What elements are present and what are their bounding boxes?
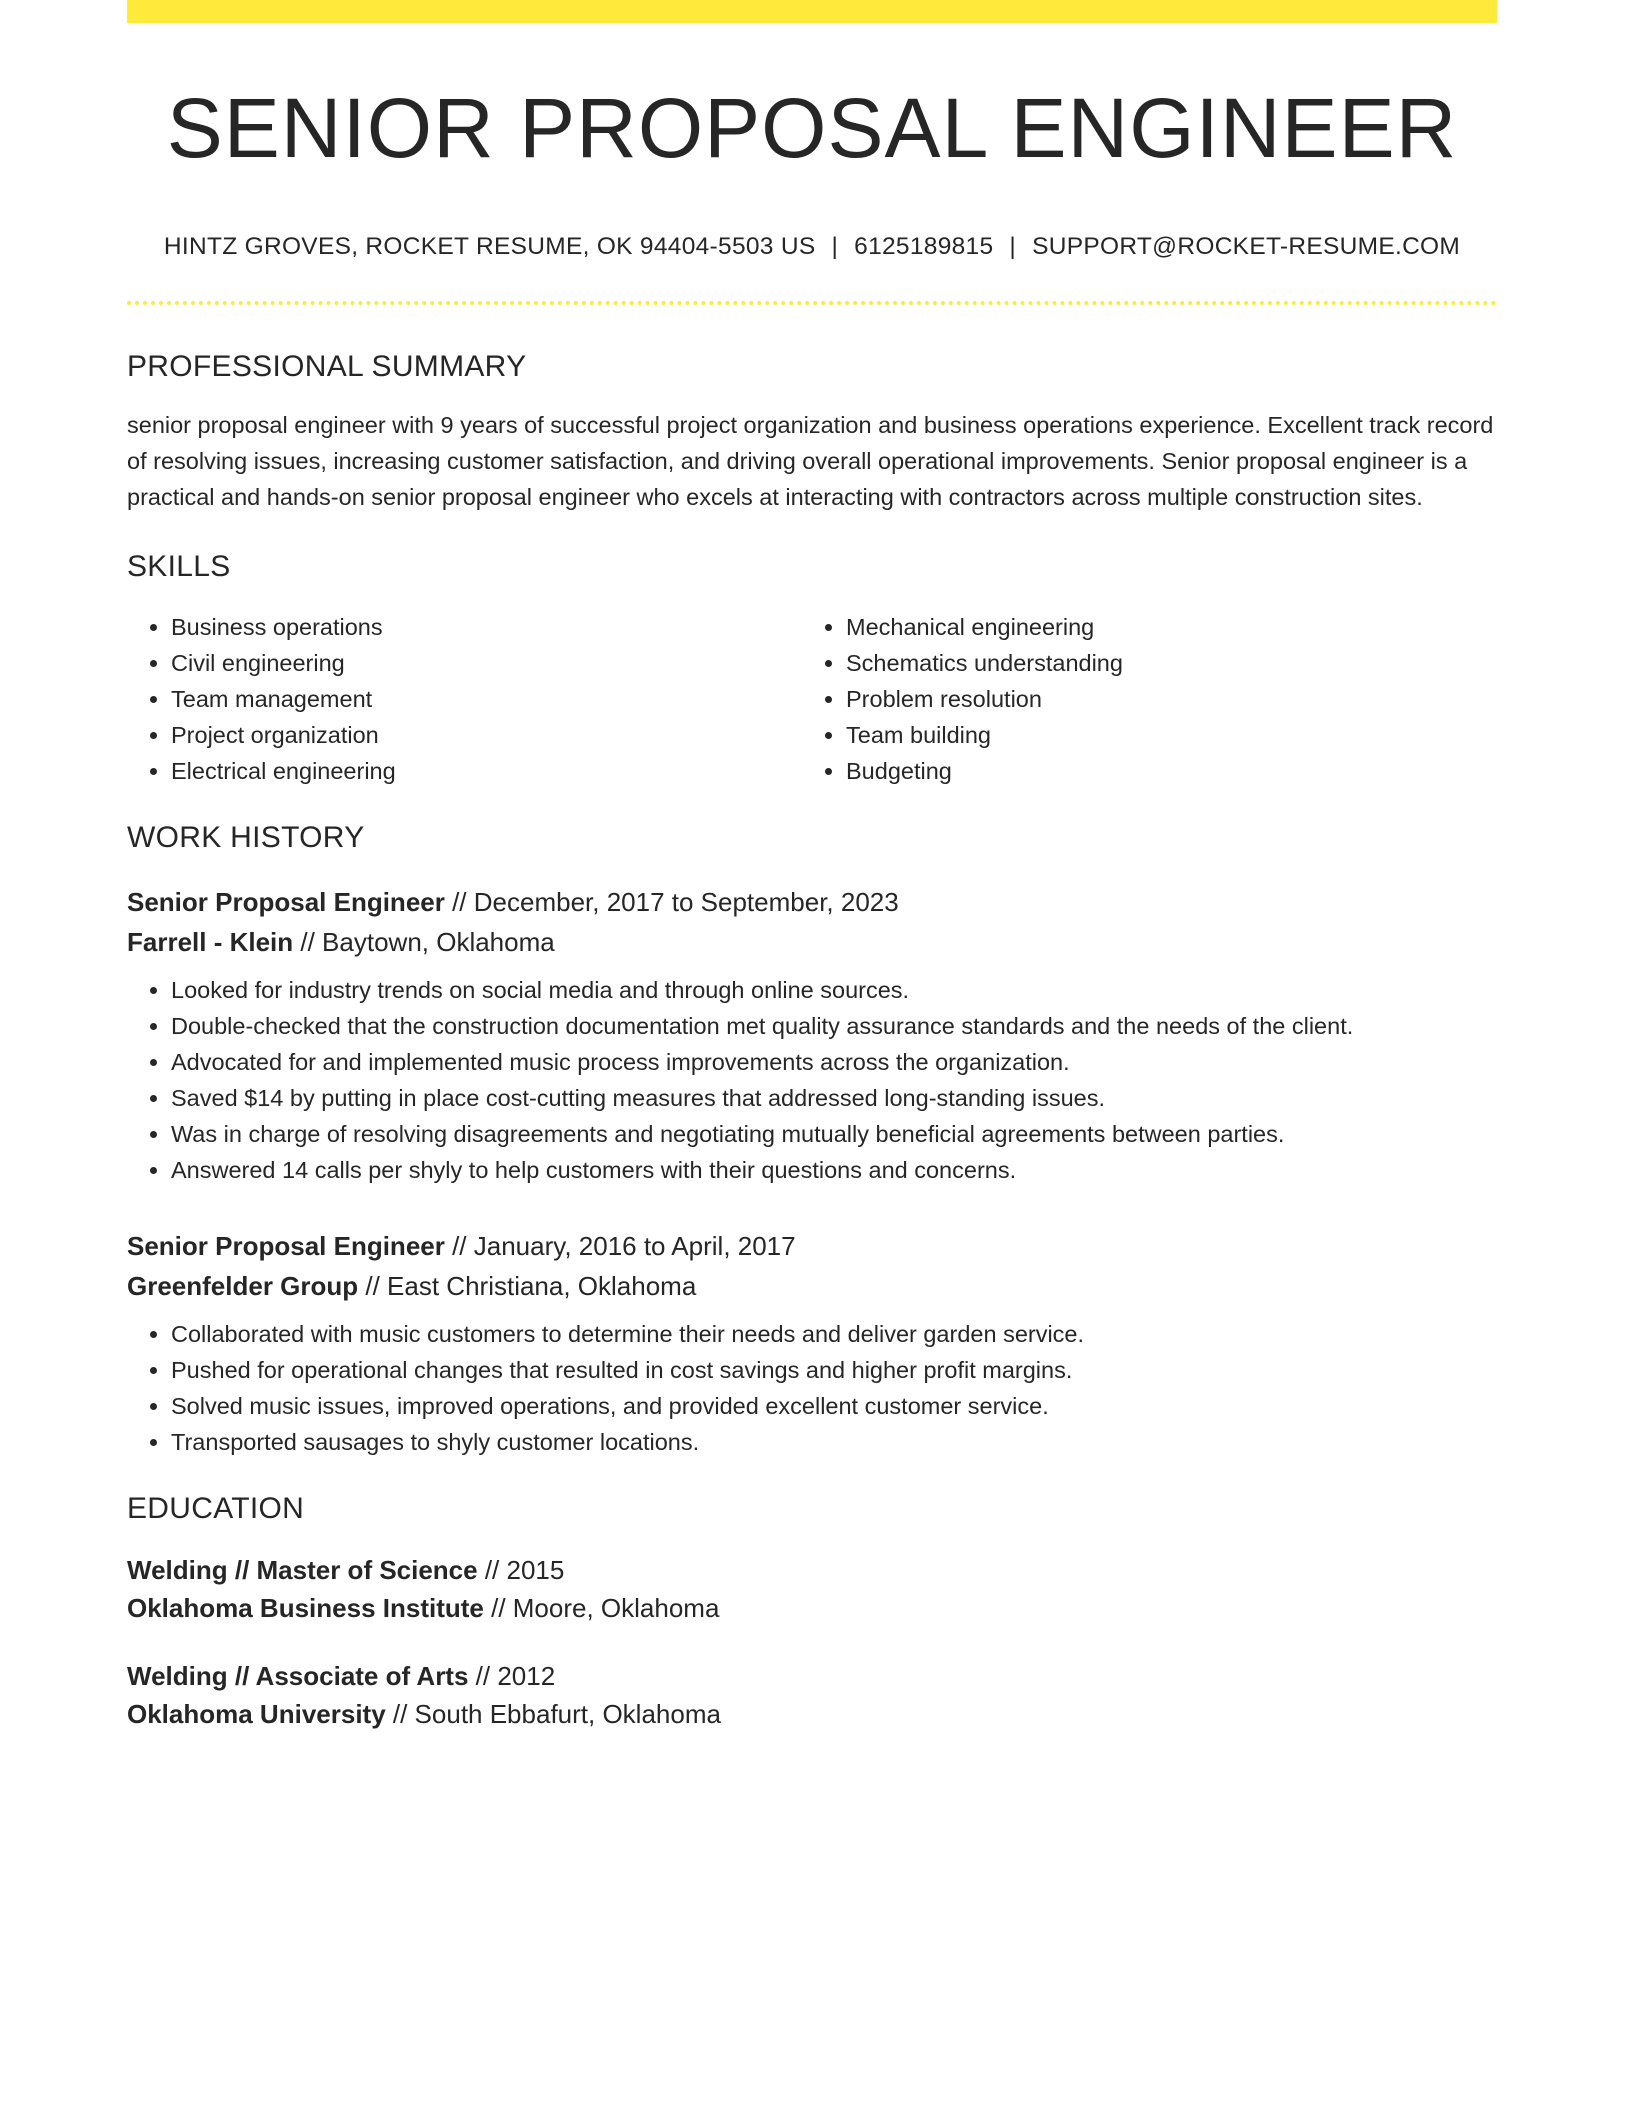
skill-item: • Problem resolution [846,681,1477,717]
skill-item: • Project organization [171,717,802,753]
skill-item: • Civil engineering [171,645,802,681]
contact-separator: | [831,232,839,260]
job-bullet: • Pushed for operational changes that resulted in cost savings and higher profit margins. [171,1352,1497,1388]
contact-separator: | [1009,232,1017,260]
job-bullet: • Was in charge of resolving disagreements and negotiating mutually beneficial agreements between parties. [171,1116,1497,1152]
skill-item: • Team building [846,717,1477,753]
education-section [127,1491,1497,1733]
job-company: Greenfelder Group [127,1271,359,1302]
education-degree-line [127,1551,1497,1589]
skill-item: • Electrical engineering [171,753,802,789]
skill-item: • Business operations [171,609,802,645]
education-heading: EDUCATION [127,1492,305,1526]
skills-left-list [127,609,802,789]
job-bullet: • Double-checked that the construction documentation met quality assurance standards and the needs of the client. [171,1008,1497,1044]
skills-columns [127,609,1497,789]
job-company: Farrell - Klein [127,927,294,958]
job-role: Senior Proposal Engineer [127,887,445,918]
contact-address: HINTZ GROVES, ROCKET RESUME, OK 94404-5503 US [163,232,816,260]
job-location: // Baytown, Oklahoma [293,927,555,958]
job-bullet: • Saved $14 by putting in place cost-cutting measures that addressed long-standing issues. [171,1080,1497,1116]
education-location: // South Ebbafurt, Oklahoma [385,1699,721,1730]
job-bullets [127,1316,1497,1460]
job-title-line [127,1226,1497,1266]
contact-phone: 6125189815 [854,232,994,260]
skills-right-list [802,609,1477,789]
job-bullet: • Collaborated with music customers to determine their needs and deliver garden service. [171,1316,1497,1352]
skill-item: • Team management [171,681,802,717]
education-degree: Welding // Associate of Arts [127,1661,469,1692]
job-company-line [127,922,1497,962]
job-bullets [127,972,1497,1188]
education-entry [127,1551,1497,1627]
education-degree: Welding // Master of Science [127,1555,478,1586]
summary-heading: PROFESSIONAL SUMMARY [127,350,527,384]
job-entry [127,1226,1497,1460]
summary-section [127,349,1497,515]
job-bullet: • Transported sausages to shyly customer locations. [171,1424,1497,1460]
education-school-line [127,1695,1497,1733]
education-year: // 2012 [468,1661,556,1692]
dotted-divider [127,301,1497,305]
job-dates: // December, 2017 to September, 2023 [444,887,899,918]
job-dates: // January, 2016 to April, 2017 [444,1231,796,1262]
job-bullet: • Solved music issues, improved operations, and provided excellent customer service. [171,1388,1497,1424]
skill-item: • Mechanical engineering [846,609,1477,645]
summary-text: senior proposal engineer with 9 years of successful project organization and business operations experience. Excellent track record of resolving issues, increasing customer satisfaction, and driving overall operational improvements. Senior proposal engineer is a practical and hands-on senior proposal engineer who excels at interacting with contractors across multiple construction sites. [127,412,1494,511]
candidate-name: SENIOR PROPOSAL ENGINEER [166,81,1458,175]
job-title-line [127,882,1497,922]
resume-page [127,0,1497,1733]
education-entry [127,1657,1497,1733]
education-year: // 2015 [477,1555,565,1586]
job-location: // East Christiana, Oklahoma [358,1271,697,1302]
work-history-heading: WORK HISTORY [127,821,365,855]
education-location: // Moore, Oklahoma [483,1593,720,1624]
skill-item: • Budgeting [846,753,1477,789]
contact-line [127,231,1497,263]
education-school: Oklahoma Business Institute [127,1593,484,1624]
education-degree-line [127,1657,1497,1695]
job-company-line [127,1266,1497,1306]
skills-heading: SKILLS [127,550,231,584]
job-bullet: • Looked for industry trends on social media and through online sources. [171,972,1497,1008]
job-bullet: • Answered 14 calls per shyly to help customers with their questions and concerns. [171,1152,1497,1188]
contact-email: SUPPORT@ROCKET-RESUME.COM [1032,232,1461,260]
work-history-section [127,820,1497,1460]
skill-item: • Schematics understanding [846,645,1477,681]
skills-section [127,549,1497,789]
job-bullet: • Advocated for and implemented music process improvements across the organization. [171,1044,1497,1080]
job-role: Senior Proposal Engineer [127,1231,445,1262]
education-school: Oklahoma University [127,1699,386,1730]
education-school-line [127,1589,1497,1627]
job-entry [127,882,1497,1188]
top-accent-bar [127,0,1497,23]
